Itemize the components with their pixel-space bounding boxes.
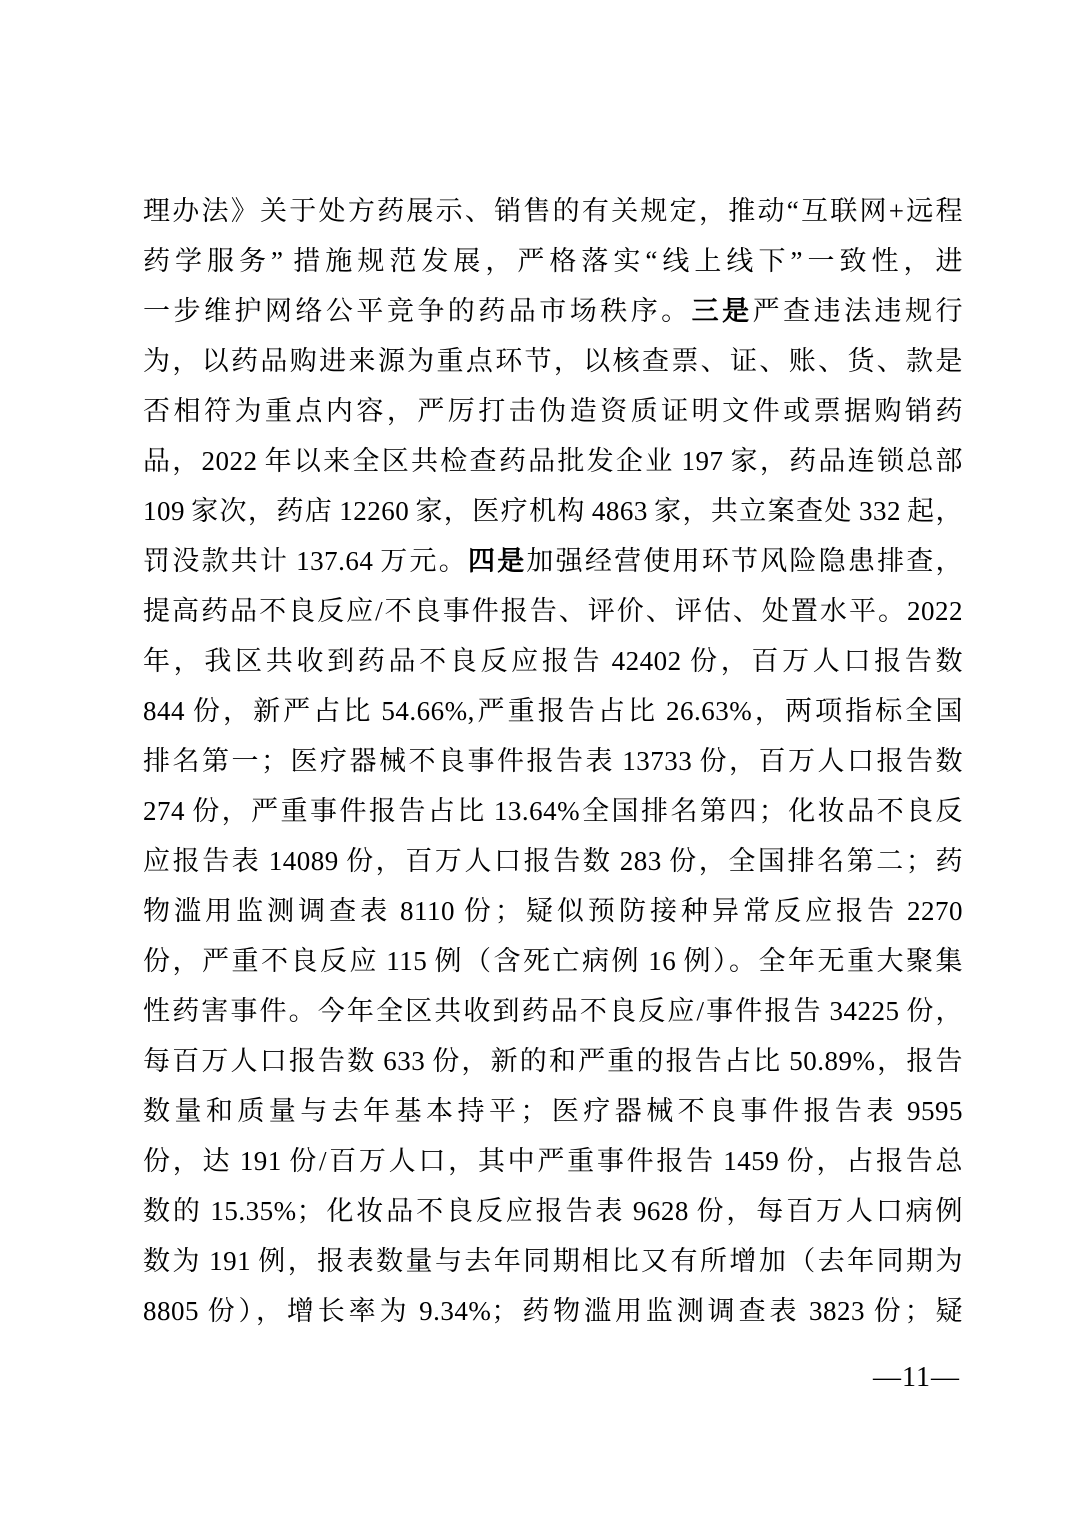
text-segment: 数的 15.35%；化妆品不良反应报告表 9628 份，每百万人口病例 xyxy=(143,1196,963,1226)
text-segment: 加强经营使用环节风险隐患排查， xyxy=(526,546,963,576)
text-line xyxy=(143,1136,963,1186)
text-line xyxy=(143,736,963,786)
text-line xyxy=(143,386,963,436)
text-segment: 844 份，新严占比 54.66%,严重报告占比 26.63%，两项指标全国 xyxy=(143,696,963,726)
text-segment: 提高药品不良反应/不良事件报告、评价、评估、处置水平。2022 xyxy=(143,596,963,626)
text-segment: 份，严重不良反应 115 例（含死亡病例 16 例）。全年无重大聚集 xyxy=(143,946,963,976)
text-line xyxy=(143,1286,963,1336)
text-line xyxy=(143,836,963,886)
text-segment: 理办法》关于处方药展示、销售的有关规定，推动“互联网+远程 xyxy=(143,196,963,226)
text-segment: 品，2022 年以来全区共检查药品批发企业 197 家，药品连锁总部 xyxy=(143,446,963,476)
text-line xyxy=(143,436,963,486)
text-segment: 应报告表 14089 份，百万人口报告数 283 份，全国排名第二；药 xyxy=(143,846,963,876)
text-segment: 8805 份），增长率为 9.34%；药物滥用监测调查表 3823 份；疑 xyxy=(143,1296,963,1326)
text-segment: 109 家次，药店 12260 家，医疗机构 4863 家，共立案查处 332 起， xyxy=(143,496,963,526)
body-text xyxy=(143,186,963,1336)
text-segment: 数为 191 例，报表数量与去年同期相比又有所增加（去年同期为 xyxy=(143,1246,963,1276)
text-line xyxy=(143,786,963,836)
text-segment: 年，我区共收到药品不良反应报告 42402 份，百万人口报告数 xyxy=(143,646,963,676)
text-segment: 排名第一；医疗器械不良事件报告表 13733 份，百万人口报告数 xyxy=(143,746,963,776)
text-line xyxy=(143,536,963,586)
text-line xyxy=(143,1086,963,1136)
page-number: —11— xyxy=(873,1362,960,1393)
text-line xyxy=(143,936,963,986)
emphasis-phrase: 四是 xyxy=(467,546,527,576)
text-segment: 274 份，严重事件报告占比 13.64%全国排名第四；化妆品不良反 xyxy=(143,796,963,826)
text-segment: 每百万人口报告数 633 份，新的和严重的报告占比 50.89%，报告 xyxy=(143,1046,963,1076)
text-segment: 严查违法违规行 xyxy=(752,296,963,326)
text-line xyxy=(143,286,963,336)
text-segment: 数量和质量与去年基本持平；医疗器械不良事件报告表 9595 xyxy=(143,1096,963,1126)
text-segment: 药学服务” 措施规范发展，严格落实“线上线下”一致性，进 xyxy=(143,246,963,276)
text-line xyxy=(143,486,963,536)
text-line xyxy=(143,186,963,236)
text-line xyxy=(143,636,963,686)
text-line xyxy=(143,686,963,736)
text-segment: 罚没款共计 137.64 万元。 xyxy=(143,546,468,576)
text-segment: 否相符为重点内容，严厉打击伪造资质证明文件或票据购销药 xyxy=(143,396,963,426)
text-line xyxy=(143,236,963,286)
text-line xyxy=(143,986,963,1036)
text-segment: 性药害事件。今年全区共收到药品不良反应/事件报告 34225 份， xyxy=(143,996,963,1026)
text-segment: 一步维护网络公平竞争的药品市场秩序。 xyxy=(143,296,692,326)
text-line xyxy=(143,886,963,936)
text-line xyxy=(143,586,963,636)
text-segment: 份，达 191 份/百万人口，其中严重事件报告 1459 份，占报告总 xyxy=(143,1146,963,1176)
text-segment: 为，以药品购进来源为重点环节，以核查票、证、账、货、款是 xyxy=(143,346,963,376)
text-line xyxy=(143,1236,963,1286)
text-line xyxy=(143,1186,963,1236)
text-segment: 物滥用监测调查表 8110 份；疑似预防接种异常反应报告 2270 xyxy=(143,896,963,926)
emphasis-phrase: 三是 xyxy=(691,296,753,326)
text-line xyxy=(143,336,963,386)
text-line xyxy=(143,1036,963,1086)
